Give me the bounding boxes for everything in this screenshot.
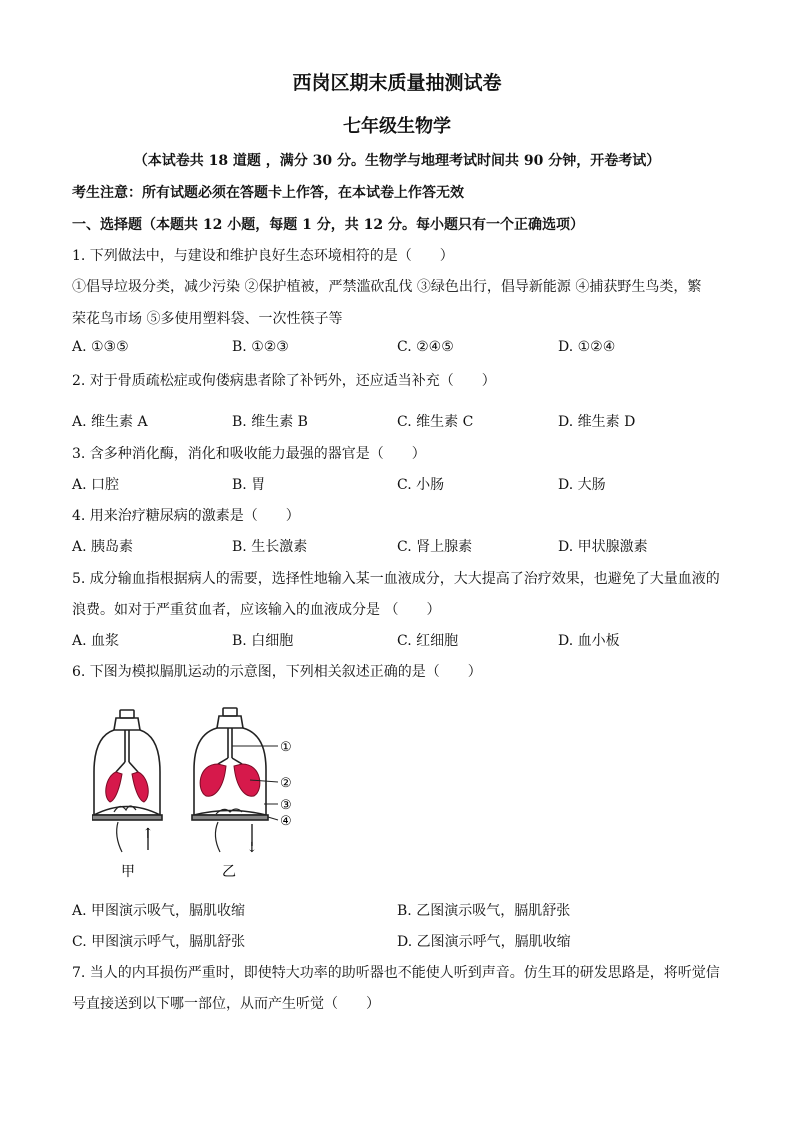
question-extra: ①倡导垃圾分类，减少污染 ②保护植被，严禁滥砍乱伐 ③绿色出行，倡导新能源 ④捕获野生鸟类，繁 <box>72 279 702 295</box>
hand-left <box>117 822 122 852</box>
option-b: B. 维生素 B <box>232 414 308 430</box>
options-row <box>72 931 722 951</box>
exam-subtitle: 七年级生物学 <box>343 116 451 137</box>
question-extra: 浪费。如对于严重贫血者，应该输入的血液成分是 （ ） <box>72 602 441 618</box>
lung-left-a <box>106 772 122 802</box>
options-row <box>72 900 722 920</box>
question-stem: 2. 对于骨质疏松症或佝偻病患者除了补钙外，还应适当补充（ ） <box>72 373 496 389</box>
bell-jar-left <box>92 710 162 820</box>
option-d: D. ①②④ <box>558 339 616 355</box>
exam-title: 西岗区期末质量抽测试卷 <box>292 72 502 94</box>
option-b: B. 胃 <box>232 477 266 493</box>
option-d: D. 乙图演示呼气，膈肌收缩 <box>397 934 571 950</box>
exam-notice: 考生注意：所有试题必须在答题卡上作答，在本试卷上作答无效 <box>72 185 464 201</box>
options-row <box>72 536 722 556</box>
lung-right-a <box>200 764 226 796</box>
options-row <box>72 630 722 650</box>
label-jia: 甲 <box>121 864 135 880</box>
marker-4: ④ <box>280 814 292 829</box>
question-stem: 3. 含多种消化酶，消化和吸收能力最强的器官是（ ） <box>72 446 426 462</box>
option-a: A. 血浆 <box>72 633 120 649</box>
arrow-up-icon: ↑ <box>142 826 154 842</box>
option-d: D. 大肠 <box>558 477 606 493</box>
hand-right <box>215 822 220 852</box>
option-d: D. 维生素 D <box>558 414 636 430</box>
options-row <box>72 411 722 431</box>
bell-jar-right <box>192 708 268 820</box>
options-row <box>72 339 722 359</box>
marker-3: ③ <box>280 798 292 813</box>
option-c: C. 肾上腺素 <box>397 539 473 555</box>
option-a: A. ①③⑤ <box>72 339 129 355</box>
option-c: C. 甲图演示呼气，膈肌舒张 <box>72 934 246 950</box>
option-b: B. ①②③ <box>232 339 289 355</box>
diaphragm-model-figure <box>92 700 332 890</box>
marker-1: ① <box>280 740 292 755</box>
option-d: D. 血小板 <box>558 633 620 649</box>
arrow-down-icon: ↓ <box>246 840 258 856</box>
question-stem: 6. 下图为模拟膈肌运动的示意图，下列相关叙述正确的是（ ） <box>72 664 482 680</box>
option-c: C. 维生素 C <box>397 414 474 430</box>
option-a: A. 口腔 <box>72 477 120 493</box>
question-stem: 1. 下列做法中，与建设和维护良好生态环境相符的是（ ） <box>72 248 454 264</box>
diaphragm-model-illustration <box>92 700 332 890</box>
option-a: A. 维生素 A <box>72 414 148 430</box>
options-row <box>72 474 722 494</box>
label-yi: 乙 <box>222 864 236 880</box>
option-b: B. 乙图演示吸气，膈肌舒张 <box>397 903 571 919</box>
option-b: B. 白细胞 <box>232 633 294 649</box>
lung-left-b <box>132 772 148 802</box>
question-extra: 号直接送到以下哪一部位，从而产生听觉（ ） <box>72 996 380 1012</box>
option-c: C. 红细胞 <box>397 633 459 649</box>
option-a: A. 胰岛素 <box>72 539 134 555</box>
option-c: C. 小肠 <box>397 477 445 493</box>
question-stem: 5. 成分输血指根据病人的需要，选择性地输入某一血液成分，大大提高了治疗效果，也避免了大量血液的 <box>72 571 720 587</box>
exam-info: （本试卷共 18 道题 ，满分 30 分。生物学与地理考试时间共 90 分钟，开卷考试） <box>133 153 661 169</box>
option-c: C. ②④⑤ <box>397 339 454 355</box>
question-extra: 荣花鸟市场 ⑤多使用塑料袋、一次性筷子等 <box>72 311 343 327</box>
option-d: D. 甲状腺激素 <box>558 539 648 555</box>
section-heading: 一、选择题（本题共 12 小题，每题 1 分，共 12 分。每小题只有一个正确选项） <box>72 217 584 233</box>
marker-2: ② <box>280 776 292 791</box>
question-stem: 7. 当人的内耳损伤严重时，即使特大功率的助听器也不能使人听到声音。仿生耳的研发思路是，将听觉信 <box>72 965 720 981</box>
option-b: B. 生长激素 <box>232 539 308 555</box>
option-a: A. 甲图演示吸气，膈肌收缩 <box>72 903 246 919</box>
question-stem: 4. 用来治疗糖尿病的激素是（ ） <box>72 508 300 524</box>
